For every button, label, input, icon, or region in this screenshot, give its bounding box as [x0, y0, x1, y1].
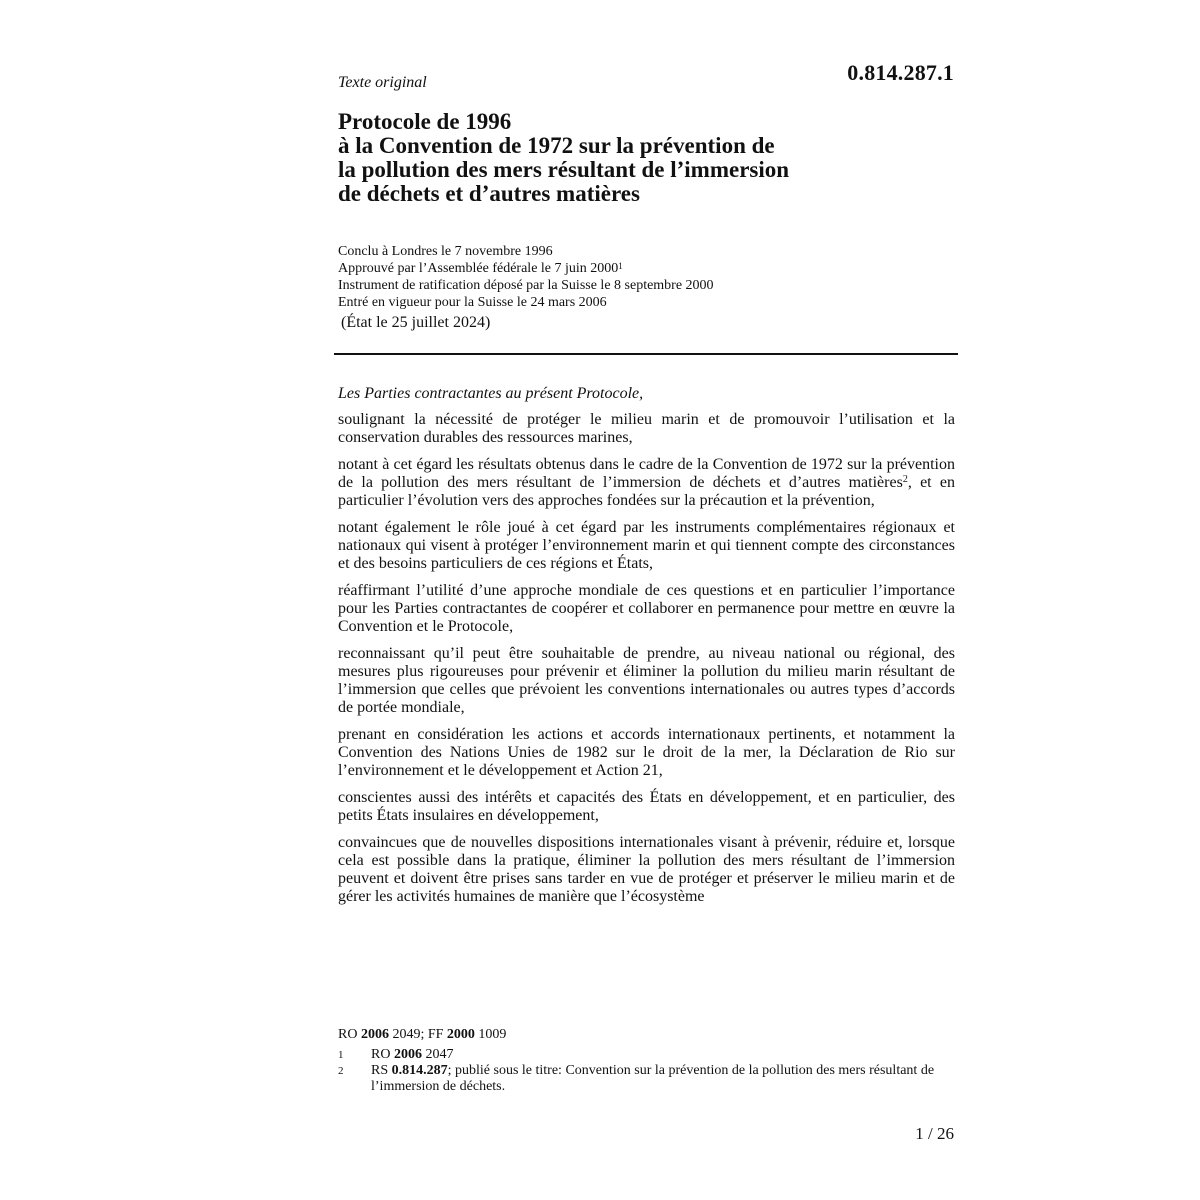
paragraph-text: , et en particulier l’évolution vers des approches fondées sur la précaution et la prévention, — [338, 474, 955, 509]
footnote-prefix: RO — [371, 1047, 391, 1062]
ff-label: FF — [427, 1027, 444, 1042]
ratification-line: Instrument de ratification déposé par la Suisse le 8 septembre 2000 — [338, 278, 714, 293]
footnote-text — [371, 1047, 955, 1063]
preamble-paragraph: réaffirmant l’utilité d’une approche mondiale de ces questions et en particulier l’importance pour les Parties contractantes de coopérer et collaborer en permanence pour mettre en œuvre la Convention et le Protocole, — [338, 582, 955, 635]
state-date: (État le 25 juillet 2024) — [341, 314, 491, 331]
footnote-ref[interactable]: 2 — [902, 474, 908, 485]
ro-year: 2006 — [360, 1027, 389, 1042]
footnote-rest: ; publié sous le titre: Convention sur la prévention de la pollution des mers résultant de l’immersion de déchets. — [371, 1063, 935, 1094]
title-line: de déchets et d’autres matières — [338, 181, 640, 206]
footnote-bold: 0.814.287 — [391, 1063, 448, 1078]
ff-year: 2000 — [446, 1027, 475, 1042]
preamble — [338, 385, 955, 915]
preamble-paragraph: soulignant la nécessité de protéger le milieu marin et de promouvoir l’utilisation et la conservation durables des ressources marines, — [338, 411, 955, 446]
title-line: Protocole de 1996 — [338, 109, 512, 134]
footnote-text — [371, 1063, 955, 1095]
preamble-paragraph: conscientes aussi des intérêts et capacités des États en développement, et en particulier, des petits États insulaires en développement, — [338, 789, 955, 824]
preamble-intro: Les Parties contractantes au présent Protocole, — [338, 385, 644, 402]
sr-number: 0.814.287.1 — [847, 60, 954, 85]
concluded-line: Conclu à Londres le 7 novembre 1996 — [338, 244, 553, 259]
header-divider — [334, 353, 958, 355]
footnote-number: 2 — [338, 1065, 344, 1077]
in-force-line: Entré en vigueur pour la Suisse le 24 mars 2006 — [338, 295, 607, 310]
footnotes — [338, 1047, 955, 1095]
paragraph-text: notant à cet égard les résultats obtenus dans le cadre de la Convention de 1972 sur la prévention de la pollution des mers résultant de l’immersion de déchets et d’autres matières — [338, 456, 955, 491]
ro-label: RO — [338, 1027, 358, 1042]
title-line: la pollution des mers résultant de l’immersion — [338, 157, 790, 182]
footnote-prefix: RS — [371, 1063, 389, 1078]
metadata-block — [338, 243, 714, 311]
original-text-label: Texte original — [338, 74, 427, 91]
preamble-paragraph: prenant en considération les actions et accords internationaux pertinents, et notamment la Convention des Nations Unies de 1982 sur le droit de la mer, la Déclaration de Rio sur l’environnement et le développement et Action 21, — [338, 726, 955, 779]
footnote-ref[interactable]: 1 — [618, 261, 623, 271]
preamble-paragraph: convaincues que de nouvelles dispositions internationales visant à prévenir, réduire et, lorsque cela est possible dans la pratique, éliminer la pollution des mers résultant de l’immersion peuvent et doivent être prises sans tarder en vue de protéger et préserver le milieu marin et de gérer les activités humaines de manière que l’écosystème — [338, 834, 955, 905]
publication-reference — [338, 1027, 506, 1043]
preamble-paragraph — [338, 456, 955, 510]
preamble-paragraph: notant également le rôle joué à cet égard par les instruments complémentaires régionaux et nationaux qui visent à protéger l’environnement marin et qui tiennent compte des circonstances et des besoins particuliers de ces régions et États, — [338, 519, 955, 572]
footnote — [338, 1047, 955, 1063]
footnote-number: 1 — [338, 1049, 344, 1061]
ff-page: 1009 — [478, 1027, 507, 1042]
approved-text: Approuvé par l’Assemblée fédérale le 7 juin 2000 — [338, 261, 619, 276]
footnote-bold: 2006 — [393, 1047, 422, 1062]
page-number: 1 / 26 — [915, 1124, 954, 1143]
document-title — [338, 110, 898, 206]
footnote — [338, 1063, 955, 1095]
approved-line — [338, 260, 714, 277]
title-line: à la Convention de 1972 sur la prévention de — [338, 133, 775, 158]
preamble-paragraph: reconnaissant qu’il peut être souhaitable de prendre, au niveau national ou régional, des mesures plus rigoureuses pour prévenir et éliminer la pollution du milieu marin résultant de l’immersion que celles que prévoient les conventions internationales ou autres types d’accords de portée mondiale, — [338, 645, 955, 716]
footnote-rest: 2047 — [421, 1047, 454, 1062]
ro-page: 2049; — [392, 1027, 425, 1042]
